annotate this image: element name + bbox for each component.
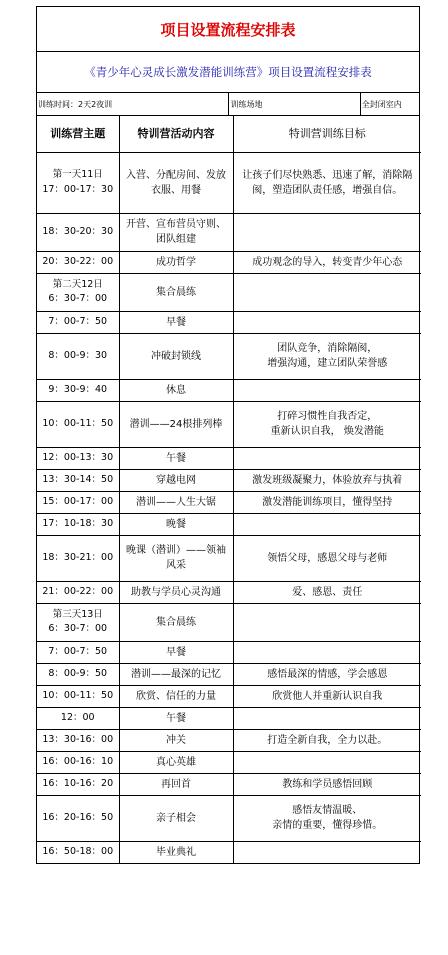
- row-time: 12：00: [37, 707, 119, 729]
- table-row: [37, 603, 421, 641]
- row-activity: 毕业典礼: [119, 841, 233, 863]
- row-goal: 激发班级凝聚力，体验放弃与执着: [233, 469, 421, 491]
- row-goal: 打碎习惯性自我否定， 重新认识自我， 焕发潜能: [233, 401, 421, 447]
- header-theme: 训练营主题: [37, 116, 119, 152]
- row-goal: 教练和学员感悟回顾: [233, 773, 421, 795]
- table-row: [37, 447, 421, 469]
- row-activity: 助教与学员心灵沟通: [119, 581, 233, 603]
- row-time: 第三天13日 6：30-7：00: [37, 603, 119, 641]
- row-time: 9：30-9：40: [37, 379, 119, 401]
- table-row: [37, 152, 421, 213]
- table-row: [37, 273, 421, 311]
- row-activity: 潜训——人生大锯: [119, 491, 233, 513]
- row-activity: 晚餐: [119, 513, 233, 535]
- table-row: [37, 251, 421, 273]
- row-goal: 打造全新自我，全力以赴。: [233, 729, 421, 751]
- row-time: 16：50-18：00: [37, 841, 119, 863]
- row-time: 第一天11日 17：00-17：30: [37, 152, 119, 213]
- row-goal: 让孩子们尽快熟悉、迅速了解，消除隔阂，塑造团队责任感，增强自信。: [233, 152, 421, 213]
- table-row: [37, 491, 421, 513]
- row-goal: 爱、感恩、责任: [233, 581, 421, 603]
- row-goal: [233, 603, 421, 641]
- row-activity: 亲子相会: [119, 795, 233, 841]
- row-goal: [233, 641, 421, 663]
- row-time: 18：30-20：30: [37, 213, 119, 251]
- row-time: 18：30-21：00: [37, 535, 119, 581]
- row-activity: 潜训——24根排列棒: [119, 401, 233, 447]
- row-activity: 成功哲学: [119, 251, 233, 273]
- row-time: 16：20-16：50: [37, 795, 119, 841]
- row-goal: 感悟友情温暖、 亲情的重要，懂得珍惜。: [233, 795, 421, 841]
- row-time: 12：00-13：30: [37, 447, 119, 469]
- row-activity: 再回首: [119, 773, 233, 795]
- row-activity: 冲破封锁线: [119, 333, 233, 379]
- row-activity: 真心英雄: [119, 751, 233, 773]
- row-activity: 潜训——最深的记忆: [119, 663, 233, 685]
- row-activity: 午餐: [119, 707, 233, 729]
- row-time: 10：00-11：50: [37, 685, 119, 707]
- table-row: [37, 707, 421, 729]
- venue-value: 全封闭室内: [361, 99, 402, 109]
- table-row: [37, 535, 421, 581]
- row-time: 第二天12日 6：30-7：00: [37, 273, 119, 311]
- row-time: 20：30-22：00: [37, 251, 119, 273]
- page-subtitle: 《青少年心灵成长激发潜能训练营》项目设置流程安排表: [37, 52, 419, 93]
- row-activity: 集合晨练: [119, 603, 233, 641]
- venue-label: 训练场地: [229, 93, 360, 115]
- row-activity: 晚课（潜训）——领袖风采: [119, 535, 233, 581]
- header-activity: 特训营活动内容: [119, 116, 233, 152]
- row-time: 13：30-14：50: [37, 469, 119, 491]
- row-goal: [233, 707, 421, 729]
- row-goal: [233, 513, 421, 535]
- row-goal: 成功观念的导入，转变青少年心态: [233, 251, 421, 273]
- row-goal: [233, 311, 421, 333]
- table-row: [37, 685, 421, 707]
- table-row: [37, 795, 421, 841]
- row-goal: [233, 213, 421, 251]
- row-time: 7：00-7：50: [37, 311, 119, 333]
- table-row: [37, 469, 421, 491]
- table-row: [37, 663, 421, 685]
- training-time-label: 训练时间：2天2夜训: [37, 93, 229, 115]
- row-activity: 冲关: [119, 729, 233, 751]
- row-activity: 开营、宣布营员守则、团队组建: [119, 213, 233, 251]
- row-activity: 早餐: [119, 641, 233, 663]
- table-row: [37, 841, 421, 863]
- table-row: [37, 773, 421, 795]
- row-goal: [233, 447, 421, 469]
- table-row: [37, 213, 421, 251]
- table-row: [37, 379, 421, 401]
- row-activity: 午餐: [119, 447, 233, 469]
- row-time: 13：30-16：00: [37, 729, 119, 751]
- row-activity: 穿越电网: [119, 469, 233, 491]
- table-row: [37, 581, 421, 603]
- header-goal: 特训营训练目标: [233, 116, 421, 152]
- row-goal: 领悟父母，感恩父母与老师: [233, 535, 421, 581]
- table-row: [37, 311, 421, 333]
- row-goal: 激发潜能训练项目，懂得坚持: [233, 491, 421, 513]
- row-time: 8：00-9：50: [37, 663, 119, 685]
- info-row: [37, 93, 419, 116]
- schedule-sheet: [36, 6, 420, 864]
- row-goal: [233, 841, 421, 863]
- row-goal: [233, 379, 421, 401]
- table-row: [37, 333, 421, 379]
- row-goal: [233, 273, 421, 311]
- page-title: 项目设置流程安排表: [37, 7, 419, 52]
- row-time: 7：00-7：50: [37, 641, 119, 663]
- row-activity: 集合晨练: [119, 273, 233, 311]
- row-time: 10：00-11：50: [37, 401, 119, 447]
- row-time: 8：00-9：30: [37, 333, 119, 379]
- table-row: [37, 751, 421, 773]
- table-row: [37, 641, 421, 663]
- row-time: 16：00-16：10: [37, 751, 119, 773]
- table-header-row: [37, 116, 421, 152]
- row-time: 16：10-16：20: [37, 773, 119, 795]
- row-time: 17：10-18：30: [37, 513, 119, 535]
- row-goal: 团队竞争，消除隔阂， 增强沟通，建立团队荣誉感: [233, 333, 421, 379]
- row-activity: 早餐: [119, 311, 233, 333]
- table-row: [37, 729, 421, 751]
- row-activity: 欣赏、信任的力量: [119, 685, 233, 707]
- row-activity: 入营、分配房间、发放衣服、用餐: [119, 152, 233, 213]
- row-goal: 欣赏他人并重新认识自我: [233, 685, 421, 707]
- row-time: 15：00-17：00: [37, 491, 119, 513]
- row-goal: [233, 751, 421, 773]
- row-goal: 感悟最深的情感，学会感恩: [233, 663, 421, 685]
- row-activity: 休息: [119, 379, 233, 401]
- row-time: 21：00-22：00: [37, 581, 119, 603]
- table-row: [37, 401, 421, 447]
- table-row: [37, 513, 421, 535]
- schedule-table: [37, 116, 421, 863]
